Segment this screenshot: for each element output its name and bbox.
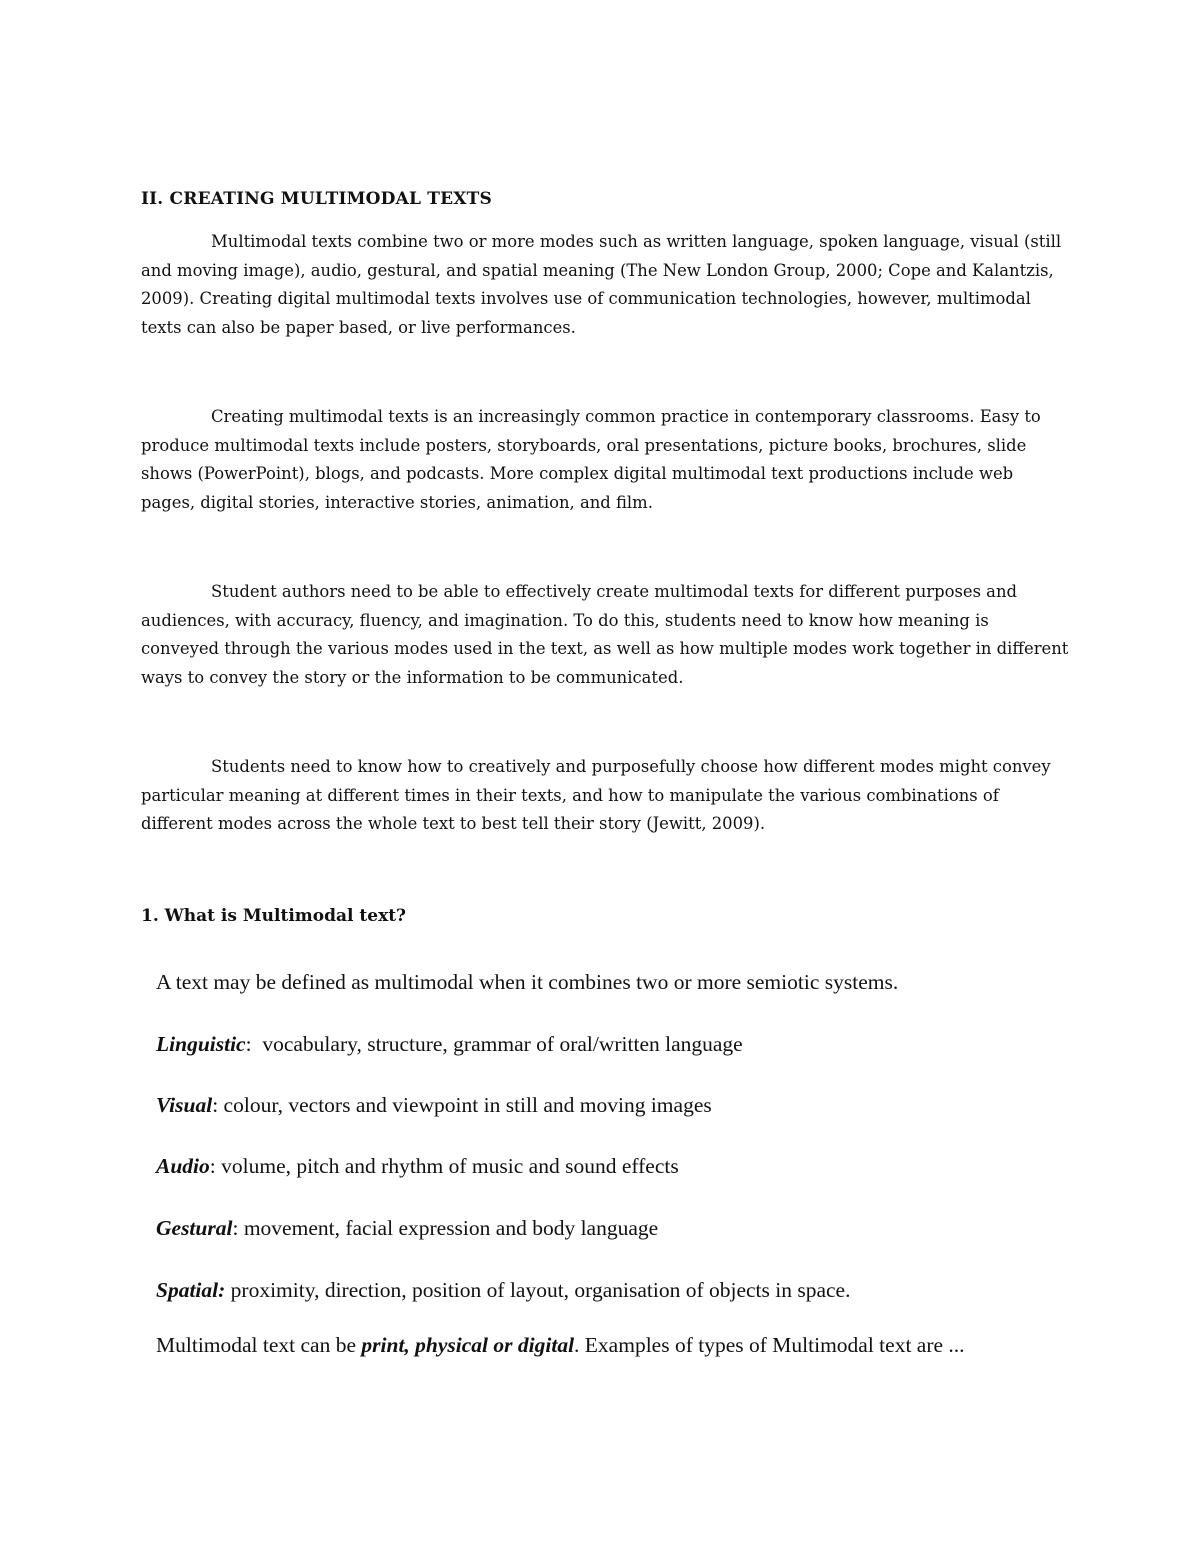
mode-term: Visual — [156, 1093, 213, 1117]
closing-emphasis: print, physical or digital — [361, 1333, 575, 1357]
closing-before: Multimodal text can be — [156, 1333, 362, 1357]
mode-term: Gestural — [156, 1216, 233, 1240]
mode-description: movement, facial expression and body language — [243, 1216, 659, 1240]
mode-separator: : — [212, 1093, 224, 1117]
mode-item-audio — [156, 1151, 679, 1181]
definition-text: A text may be defined as multimodal when it combines two or more semiotic systems. — [156, 970, 899, 994]
closing-sentence — [156, 1330, 965, 1360]
mode-item-gestural — [156, 1213, 658, 1243]
paragraph: Students need to know how to creatively and purposefully choose how different modes might convey particular meaning at different times in their texts, and how to manipulate the various combinations of different modes across the whole text to best tell their story (Jewitt, 2009). — [141, 757, 1051, 834]
mode-term: Spatial: — [156, 1278, 226, 1302]
mode-item-linguistic — [156, 1029, 743, 1059]
sub-heading: 1. What is Multimodal text? — [141, 906, 407, 926]
mode-separator: : — [245, 1032, 263, 1056]
mode-description: vocabulary, structure, grammar of oral/written language — [262, 1032, 743, 1056]
mode-separator: : — [232, 1216, 244, 1240]
mode-term: Audio — [156, 1154, 210, 1178]
mode-description: proximity, direction, position of layout, organisation of objects in space. — [230, 1278, 851, 1302]
closing-after: . Examples of types of Multimodal text are ... — [574, 1333, 965, 1357]
mode-item-spatial — [156, 1275, 850, 1305]
section-heading: II. CREATING MULTIMODAL TEXTS — [141, 189, 492, 209]
mode-separator: : — [209, 1154, 222, 1178]
paragraph: Student authors need to be able to effectively create multimodal texts for different purposes and audiences, with accuracy, fluency, and imagination. To do this, students need to know how meaning is conveyed through the various modes used in the text, as well as how multiple modes work together in different ways to convey the story or the information to be communicated. — [141, 582, 1069, 687]
mode-term: Linguistic — [156, 1032, 246, 1056]
paragraph: Creating multimodal texts is an increasingly common practice in contemporary classrooms. Easy to produce multimodal texts include posters, storyboards, oral presentations, picture books, brochures, slide shows (PowerPoint), blogs, and podcasts. More complex digital multimodal text productions include web pages, digital stories, interactive stories, animation, and film. — [141, 407, 1041, 512]
mode-description: colour, vectors and viewpoint in still and moving images — [223, 1093, 712, 1117]
mode-item-visual — [156, 1090, 712, 1120]
paragraph: Multimodal texts combine two or more modes such as written language, spoken language, visual (still and moving image), audio, gestural, and spatial meaning (The New London Group, 2000; Cope and Kalantzis, 2009). Creating digital multimodal texts involves use of communication technologies, however, multimodal texts can also be paper based, or live performances. — [141, 232, 1062, 337]
mode-description: volume, pitch and rhythm of music and sound effects — [221, 1154, 679, 1178]
